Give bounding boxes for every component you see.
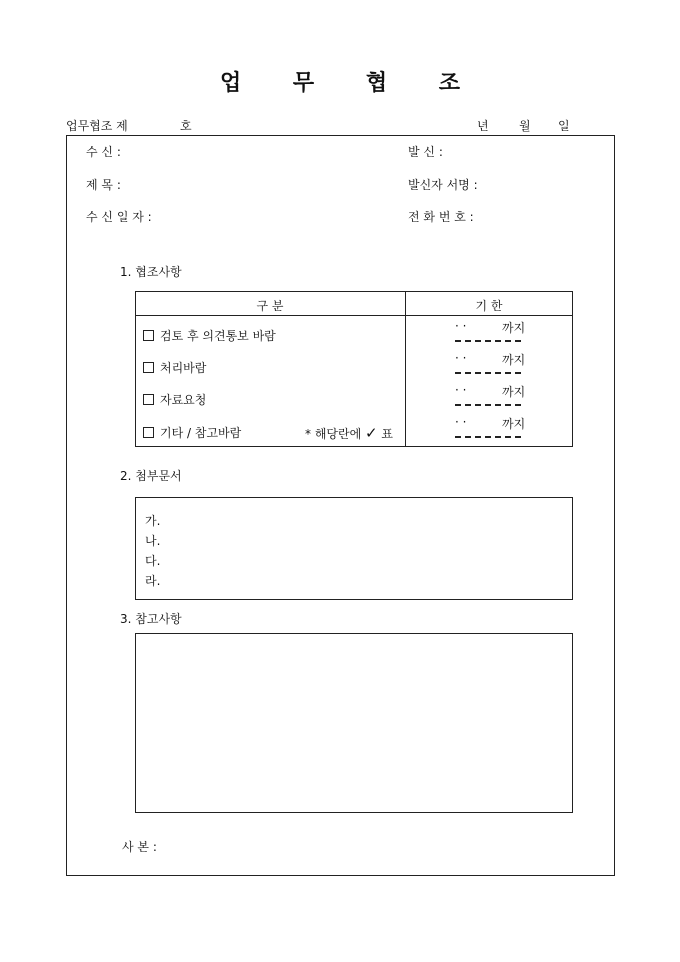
column-header-deadline: 기 한 [475,299,503,313]
date-day-label: 일 [558,119,570,133]
attachment-item: 다. [145,554,161,568]
reference-notes-box [135,633,573,813]
checkbox-box[interactable] [143,394,154,405]
deadline-line [455,404,521,406]
checkbox-row-process[interactable] [143,359,206,376]
note-suffix: 표 [381,427,394,441]
deadline-dots: · · [455,319,467,333]
sender-label: 발 신 : [408,145,443,159]
attachment-item: 나. [145,534,161,548]
received-date-label: 수 신 일 자 : [86,210,152,224]
sender-signature-label: 발신자 서명 : [408,178,478,192]
check-mark-icon: ✓ [365,424,378,442]
table-column-divider [405,291,406,447]
attachment-item: 가. [145,514,161,528]
page-title: 업 무 협 조 [220,70,482,96]
deadline-dots: · · [455,415,467,429]
column-header-category: 구 분 [256,299,284,313]
doc-number-suffix: 호 [180,119,192,133]
note-prefix: * 해당란에 [305,427,362,441]
deadline-line [455,372,521,374]
deadline-until: 까지 [502,417,526,431]
phone-label: 전 화 번 호 : [408,210,474,224]
attachment-item: 라. [145,574,161,588]
checkbox-box[interactable] [143,362,154,373]
checkbox-label-review: 검토 후 의견통보 바람 [160,329,276,343]
section-cooperation-heading: 1. 협조사항 [120,265,182,279]
date-year-label: 년 [477,119,489,133]
deadline-line [455,340,521,342]
table-header-divider [135,315,573,316]
checkbox-label-process: 처리바람 [160,361,207,375]
doc-number-label: 업무협조 제 [66,119,128,133]
subject-label: 제 목 : [86,178,121,192]
deadline-until: 까지 [502,321,526,335]
deadline-line [455,436,521,438]
checkbox-row-data-request[interactable] [143,391,206,408]
checkbox-box[interactable] [143,427,154,438]
check-instruction-note [305,424,393,442]
checkbox-label-data-request: 자료요청 [160,393,207,407]
checkbox-box[interactable] [143,330,154,341]
section-reference-heading: 3. 참고사항 [120,612,182,626]
date-month-label: 월 [519,119,531,133]
checkbox-row-review[interactable] [143,327,276,344]
deadline-dots: · · [455,383,467,397]
section-attachments-heading: 2. 첨부문서 [120,469,182,483]
attachments-box [135,497,573,600]
recipient-label: 수 신 : [86,145,121,159]
copy-label: 사 본 : [122,840,157,854]
deadline-dots: · · [455,351,467,365]
checkbox-row-other[interactable] [143,424,241,441]
deadline-until: 까지 [502,385,526,399]
deadline-until: 까지 [502,353,526,367]
checkbox-label-other: 기타 / 참고바람 [160,426,242,440]
